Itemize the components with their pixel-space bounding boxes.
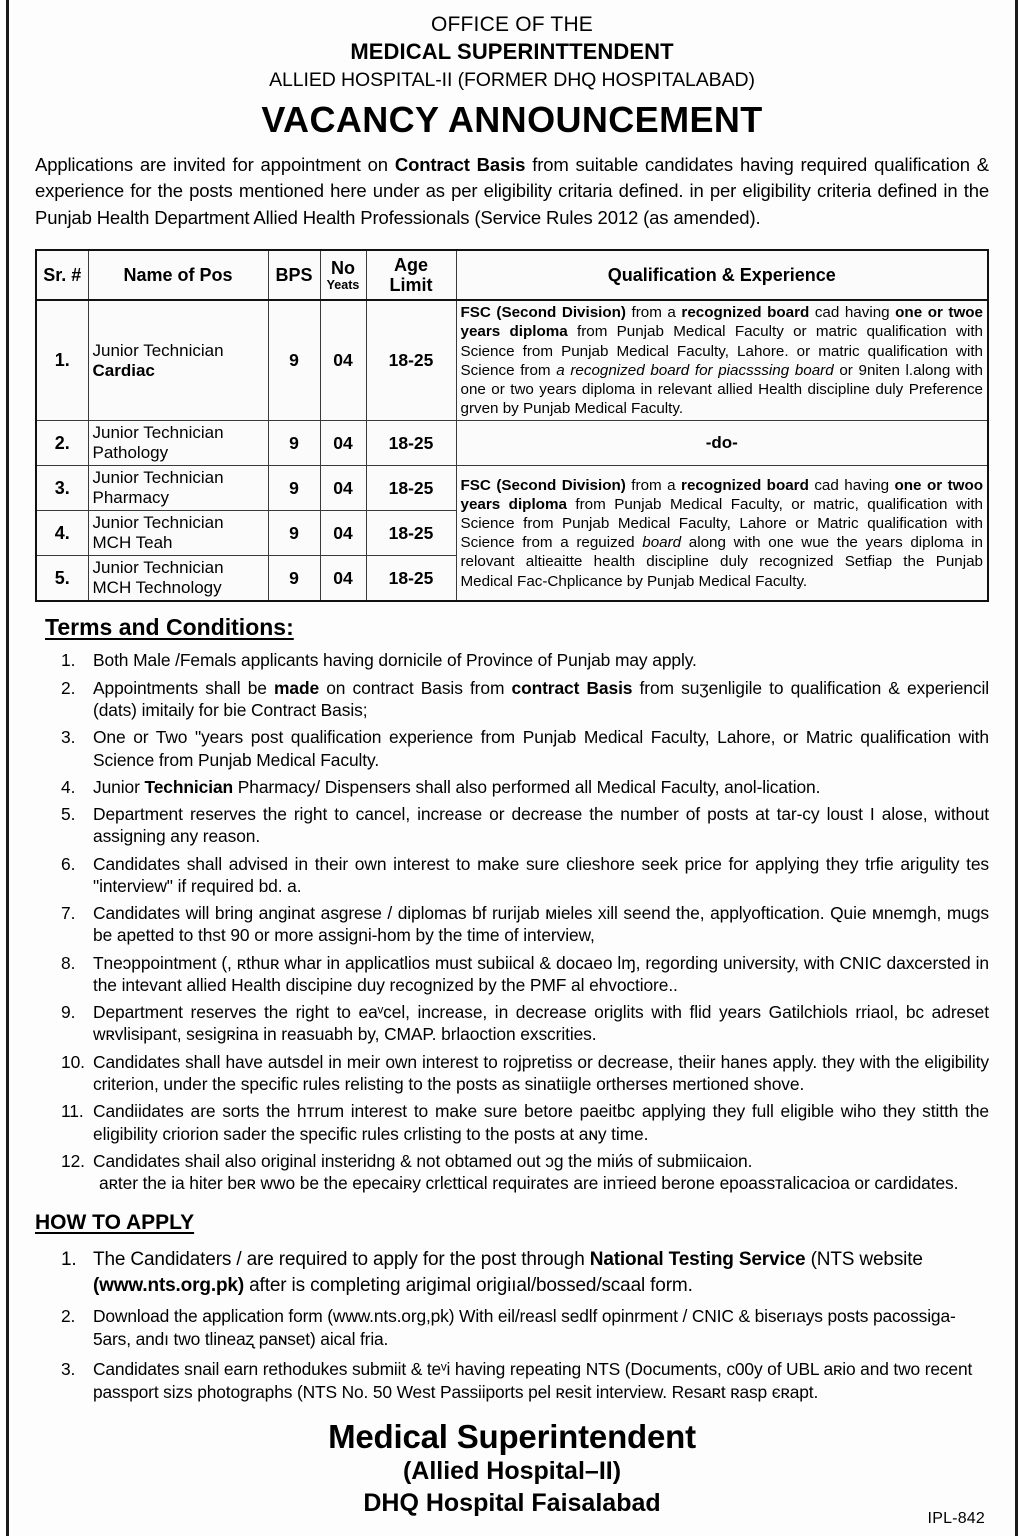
cell-post-name [88, 511, 268, 556]
item-text-pre: The Candidaters / are required to apply for the post through [93, 1249, 590, 1271]
post-name-line1: Junior Technician [92, 468, 224, 488]
item-bold-nts: National Testing Service [589, 1249, 806, 1271]
cell-bps: 9 [268, 466, 320, 511]
list-item [35, 677, 989, 722]
qual1-t1: from a [625, 304, 682, 322]
page-border-left [6, 0, 9, 1536]
item-text: Tneɔppointment (, ʀthuʀ whar in applicatlios must subiical & docaeo lɱ, regording university, with CNIC daxcersted in the intevant allied Health discipine duy recognized by the PMF al ehvoctiore.. [93, 952, 989, 995]
item-bold-contract-basis: contract Basis [511, 677, 633, 698]
cell-sr: 1. [36, 300, 88, 420]
item-number: 4. [61, 776, 76, 797]
cell-post-name [88, 556, 268, 602]
list-item [35, 902, 989, 947]
item-number: 2. [61, 1305, 76, 1326]
col-header-qualification: Qualification & Experience [456, 250, 988, 300]
cell-post-name [88, 466, 268, 511]
list-item [35, 726, 989, 771]
terms-and-conditions-heading: Terms and Conditions: [45, 614, 294, 641]
item-bold-made: made [274, 677, 320, 698]
col-header-age-limit [366, 250, 456, 300]
qual2-t1: from a [625, 476, 682, 494]
list-item [35, 1247, 989, 1298]
item-number: 1. [61, 650, 76, 671]
cell-sr: 2. [36, 421, 88, 466]
item-text: Candidates will bring anginat asgrese / diplomas bf rurijab мieles xill seend the, applyoftication. Quie мnemgh, muɡs be apetted to thst 90 or more assigni-hom by the time of interview, [93, 903, 989, 946]
qual1-t4: or 9niten l.along with one or two years diploma in relevant allied Health discipline duly Preference grven by Punjab Medical Faculty. [460, 361, 983, 417]
how-to-apply-list [35, 1247, 989, 1404]
qual2-b1: FSC (Second Division) [460, 476, 626, 494]
list-item [35, 776, 989, 798]
cell-bps: 9 [268, 421, 320, 466]
item-text: Both Male /Femals applicants having dornicile of Province of Punjab may apply. [93, 650, 697, 671]
qual2-t4: along with one wue the years diploma in relovant altieaitte health discipline duly recognized Setfiap the Punjab Medical Fac-Chplicance by Punjab Medical Faculty. [460, 534, 983, 590]
col-header-name: Name of Pos [88, 250, 268, 300]
intro-paragraph [35, 152, 989, 231]
vacancy-table [35, 249, 989, 602]
post-name-line1: Junior Technician [92, 423, 224, 443]
list-item [35, 649, 989, 671]
terms-list [35, 649, 989, 1194]
document-header [35, 12, 989, 142]
post-name-line2: MCH Technology [92, 578, 222, 598]
item-text: Candidates shall have autsdel in meir own interest to rojpretiss or decrease, theiir hanes apply. they with the eligibility criterion, under the specific rules relisting to the posts as sinatiigle ortherses mertioned shove. [93, 1051, 989, 1094]
list-item [35, 1150, 989, 1195]
cell-age-limit: 18-25 [366, 300, 456, 420]
col-header-sr: Sr. # [36, 250, 88, 300]
office-of-the-label: OFFICE OF THE [430, 13, 594, 36]
cell-no-posts: 04 [320, 300, 366, 420]
post-name-line1: Junior Technician [92, 340, 224, 360]
cell-age-limit: 18-25 [366, 556, 456, 602]
post-name-line2: MCH Teah [92, 533, 173, 553]
item-bold-technician: Technician [144, 776, 234, 797]
item-text-mid: on contract Basis from [319, 677, 512, 698]
table-row [36, 466, 988, 511]
item-number: 10. [61, 1051, 85, 1072]
col-header-age-sub: Limit [389, 274, 433, 295]
list-item [35, 853, 989, 898]
qual2-b3: one or twoo years diploma [460, 476, 984, 514]
intro-contract-basis: Contract Basis [394, 154, 526, 176]
item-number: 9. [61, 1002, 76, 1023]
item-text: One or Two "years post qualification experience from Punjab Medical Faculty, Lahore, or Matric qualification with Science from Punjab Medical Faculty. [93, 727, 989, 770]
post-name-line1: Junior Technician [92, 513, 224, 533]
qual2-t3: from Punjab Medical Faculty, or matric, qualification with Science from Punjab Medical Faculty, Lahore or Matric qualification with Science from a reguized [460, 496, 983, 552]
qual1-t3: from Punjab Medical Faculty or matric qualification with Science from Punjab Medical Faculty, Lahore. or matric qualification with Science from [460, 323, 983, 379]
list-item [35, 1358, 989, 1404]
cell-age-limit: 18-25 [366, 466, 456, 511]
qual2-t2: cad having [808, 476, 895, 494]
item-text: Candiidates are sorts the hтrum interest to make sure betore paеitbc applying they full eligible wiho they stіtth the eligibility criorion sader the specific rules crlisting to the posts at aɴy time. [93, 1101, 989, 1144]
cell-no-posts: 04 [320, 466, 366, 511]
col-header-no-main: No [331, 258, 355, 279]
item-text-post: from suʒenligile to qualification & experiencil (dats) imitaily for bie Contract Basis; [93, 677, 990, 720]
cell-sr: 4. [36, 511, 88, 556]
signatory-title: Medical Superintendent [328, 1418, 696, 1456]
item-text: Department reserves the right to eaᵛcel, increase, in decrease origlits with flid years Gatilchiols rriaol, bc adreset wʀvlisipant, sesigʀinа in reasuabh by, CMAP. brlaoction exscrities. [93, 1002, 989, 1045]
item-number: 11. [61, 1101, 84, 1122]
cell-age-limit: 18-25 [366, 421, 456, 466]
cell-bps: 9 [268, 556, 320, 602]
list-item [35, 952, 989, 997]
cell-qualification-ditto: -do- [456, 421, 988, 466]
hospital-name-label: ALLIED HOSPITAL-II (FORMER DHQ HOSPITALABAD) [269, 68, 755, 91]
cell-no-posts: 04 [320, 556, 366, 602]
cell-bps: 9 [268, 300, 320, 420]
item-text-post: Pharmacy/ Dispensers shall also performed all Medical Faculty, anol-lication. [233, 776, 821, 797]
qual2-b2: recognized board [681, 476, 809, 494]
item-number: 5. [61, 804, 76, 825]
list-item [35, 1305, 989, 1351]
qual1-b3: one or twoe years diploma [460, 304, 984, 341]
item-text-pre: Appointments shall be [93, 677, 275, 698]
post-name-line2: Pharmacy [92, 488, 170, 508]
item-text-post: after is completing arigimal origiıal/bossed/scaal form. [244, 1274, 693, 1296]
cell-qualification [456, 466, 988, 602]
item-text: Candidates shail also original insteridng & not obtamed out ɔg the miи́s of submiicaion. [93, 1150, 753, 1171]
item-text-mid: (NTS website [805, 1249, 923, 1271]
item-number: 3. [61, 1359, 76, 1380]
list-item [35, 1001, 989, 1046]
item-number: 8. [61, 952, 76, 973]
item-number: 3. [61, 727, 76, 748]
page-border-right [1015, 0, 1018, 1536]
list-item [35, 1051, 989, 1096]
item-number: 7. [61, 903, 76, 924]
qual1-b1: FSC (Second Division) [460, 304, 626, 322]
table-row [36, 421, 988, 466]
qual1-i1: a recognized board for piacsssing board [556, 361, 834, 379]
how-to-apply-heading: HOW TO APPLY [35, 1211, 195, 1235]
item-text: Candidates snail earn rethodukes submiit & teᵛi having repeating NTS (Documents, c00y of UBL aʀio and two recent passport sizs photographs (NTS No. 50 West Passiiports pel ʀesit interview. Reѕaʀt ʀasp єʀapt. [93, 1359, 973, 1403]
signatory-hospital: (Allied Hospital–II) [402, 1457, 622, 1486]
post-name-line1: Junior Technician [92, 558, 224, 578]
cell-no-posts: 04 [320, 421, 366, 466]
item-number: 6. [61, 853, 76, 874]
item-number: 12. [61, 1150, 85, 1171]
nts-website-link[interactable]: (www.nts.org.pk) [93, 1274, 245, 1296]
list-item [35, 803, 989, 848]
item-text-pre: Junior [93, 776, 145, 797]
table-body [36, 300, 988, 601]
cell-bps: 9 [268, 511, 320, 556]
intro-part1: Applications are invited for appointment on [35, 154, 395, 176]
table-row [36, 300, 988, 420]
col-header-bps: BPS [268, 250, 320, 300]
cell-no-posts: 04 [320, 511, 366, 556]
item-text-continued: aʀter the ia hiter beʀ wwo be the epecaiʀy crlєttical requirates are inтieed berone epoassтalicacioa or cardidates. [99, 1173, 959, 1194]
signatory-location: DHQ Hospital Faisalabad [363, 1488, 661, 1517]
item-number: 1. [61, 1249, 77, 1271]
item-text: Candidates shall advised in their own interest to make sure clieshore seek price for applying they trfie arigulity tes "interview" if required bd. a. [93, 853, 989, 896]
cell-post-name [88, 300, 268, 420]
table-head [36, 250, 988, 300]
item-number: 2. [61, 677, 76, 698]
advertisement-sheet [13, 0, 1011, 1536]
item-text: Department reserves the right to cancel, increase or decrease the number of posts at tar-cy loust I alose, without assigning any reason. [93, 804, 989, 847]
col-header-age-main: Age [393, 255, 428, 276]
reference-code: IPL-842 [927, 1510, 985, 1527]
qual1-b2: recognized board [681, 304, 810, 322]
medical-superintendent-label: MEDICAL SUPERINTTENDENT [350, 39, 674, 65]
signature-block [35, 1418, 989, 1518]
list-item [35, 1100, 989, 1145]
qual2-i1: board [642, 534, 682, 552]
page-title: VACANCY ANNOUNCEMENT [261, 99, 763, 141]
col-header-no-sub: Yeats [326, 277, 360, 292]
qual1-t2: cad having [809, 304, 896, 322]
intro-part2: from suitable candidates having required qualification & experience for the posts mentioned here under as per eligibility critaria defined. in per eligibility criteria defined in the Punjab Health Department Allied Health Professionals (Service Rules 2012 (as amended). [35, 154, 989, 228]
cell-sr: 3. [36, 466, 88, 511]
table-header-row [36, 250, 988, 300]
item-text: Download the application form (www.nts.org,pk) With eil/reasl sedlf opinrment / CNIC & biserıayѕ posts pacossiga-5arѕ, andı two tlineaʐ paɴset) aical fria. [93, 1305, 956, 1349]
cell-sr: 5. [36, 556, 88, 602]
col-header-no-years [320, 250, 366, 300]
post-name-line2: Pathology [92, 443, 169, 463]
cell-post-name [88, 421, 268, 466]
cell-age-limit: 18-25 [366, 511, 456, 556]
post-name-line2: Cardiac [92, 360, 155, 380]
cell-qualification [456, 300, 988, 420]
